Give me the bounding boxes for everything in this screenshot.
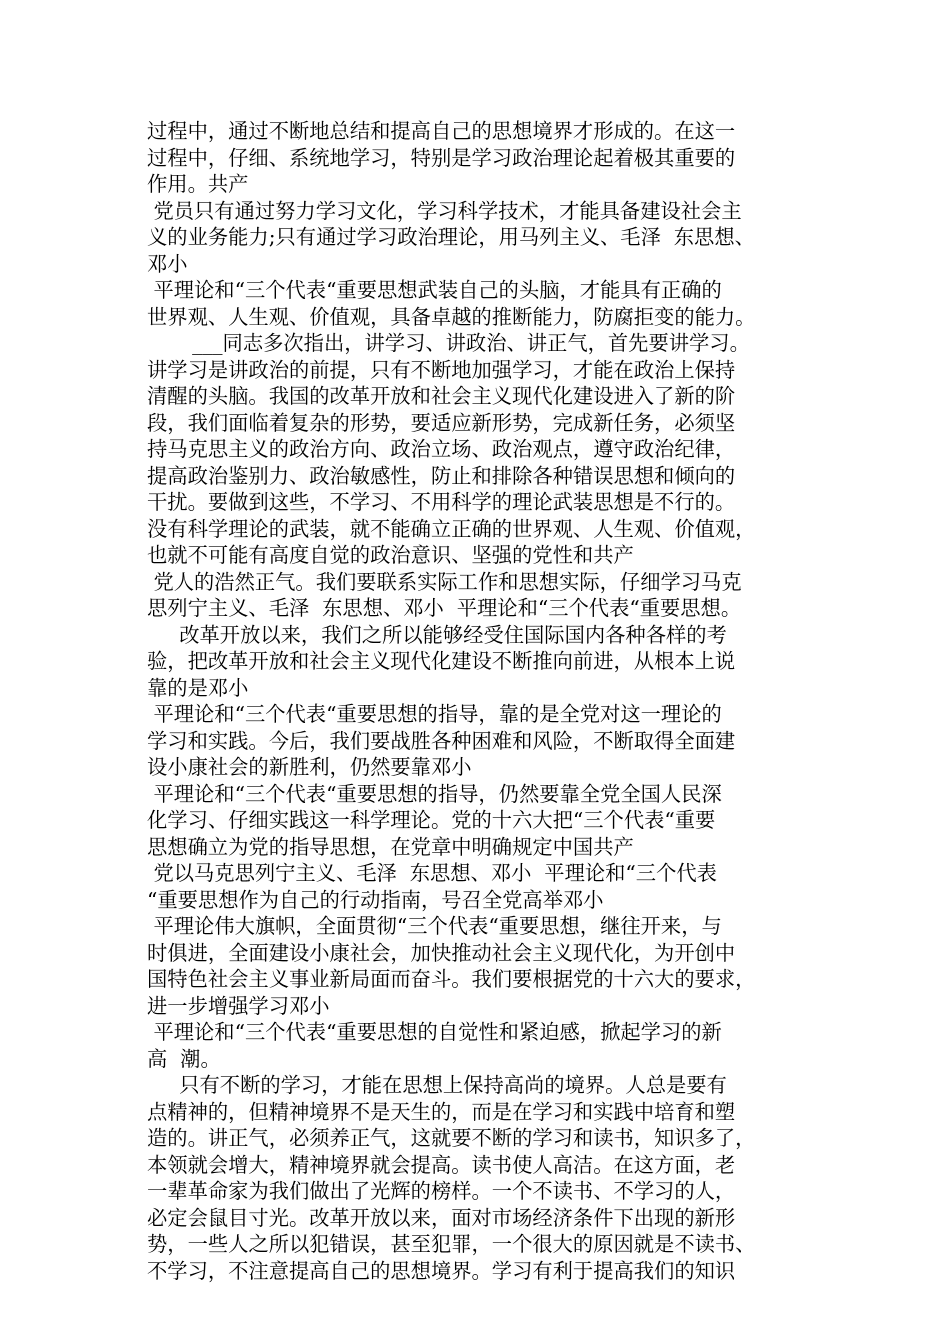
text-line: 本领就会增大，精神境界就会提高。读书使人高洁。在这方面，老 (147, 1152, 736, 1177)
text-line: 干扰。要做到这些，不学习、不用科学的理论武装思想是不行的。 (147, 490, 736, 514)
text-line: 没有科学理论的武装，就不能确立正确的世界观、人生观、价值观， (147, 516, 756, 541)
text-line: “重要思想作为自己的行动指南，号召全党高举邓小 (147, 887, 604, 912)
text-line: 不学习，不注意提高自己的思想境界。学习有利于提高我们的知识 (147, 1258, 736, 1283)
text-line: 世界观、人生观、价值观，具备卓越的推断能力，防腐拒变的能力。 (147, 304, 756, 329)
text-line: 平理论和“三个代表“重要思想的自觉性和紧迫感，掀起学习的新 (147, 1020, 722, 1044)
text-line: 清醒的头脑。我国的改革开放和社会主义现代化建设进入了新的阶 (147, 384, 736, 408)
text-line: 验，把改革开放和社会主义现代化建设不断推向前进，从根本上说 (147, 649, 736, 673)
text-line: 高 潮。 (147, 1046, 221, 1071)
text-line: 设小康社会的新胜利，仍然要靠邓小 (147, 755, 472, 779)
text-line: 进一步增强学习邓小 (147, 993, 330, 1018)
text-line: 义的业务能力;只有通过学习政治理论，用马列主义、毛泽 东思想、 (147, 225, 755, 249)
text-line: 只有不断的学习，才能在思想上保持高尚的境界。人总是要有 (147, 1073, 727, 1097)
text-line: 过程中，仔细、系统地学习，特别是学习政治理论起着极其重要的 (147, 145, 736, 170)
text-line: 国特色社会主义事业新局面而奋斗。我们要根据党的十六大的要求， (147, 967, 756, 991)
text-line: 党员只有通过努力学习文化，学习科学技术，才能具备建设社会主 (147, 198, 742, 223)
text-line: 平理论伟大旗帜，全面贯彻“三个代表“重要思想，继往开来，与 (147, 914, 722, 938)
text-line: 时俱进，全面建设小康社会，加快推动社会主义现代化，为开创中 (147, 940, 736, 965)
text-line: 党人的浩然正气。我们要联系实际工作和思想实际，仔细学习马克 (147, 569, 742, 594)
text-line: 也就不可能有高度自觉的政治意识、坚强的党性和共产 (147, 543, 634, 567)
text-line: 改革开放以来，我们之所以能够经受住国际国内各种各样的考 (147, 622, 727, 647)
text-line: 势，一些人之所以犯错误，甚至犯罪，一个很大的原因就是不读书、 (147, 1232, 756, 1256)
text-line: 持马克思主义的政治方向、政治立场、政治观点，遵守政治纪律， (147, 437, 736, 461)
text-line: 化学习、仔细实践这一科学理论。党的十六大把“三个代表“重要 (147, 808, 716, 832)
text-line: 学习和实践。今后，我们要战胜各种困难和风险，不断取得全面建 (147, 728, 736, 753)
text-line: 过程中，通过不断地总结和提高自己的思想境界才形成的。在这一 (147, 119, 736, 143)
text-line: 一辈革命家为我们做出了光辉的榜样。一个不读书、不学习的人， (147, 1179, 736, 1203)
text-line: ___同志多次指出，讲学习、讲政治、讲正气，首先要讲学习。 (147, 331, 750, 355)
text-line: 必定会鼠目寸光。改革开放以来，面对市场经济条件下出现的新形 (147, 1205, 736, 1230)
body-text (147, 118, 827, 1284)
text-line: 作用。共产 (147, 172, 249, 196)
text-line: 点精神的，但精神境界不是天生的，而是在学习和实践中培育和塑 (147, 1099, 736, 1124)
text-line: 提高政治鉴别力、政治敏感性，防止和排除各种错误思想和倾向的 (147, 463, 736, 488)
text-line: 段，我们面临着复杂的形势，要适应新形势，完成新任务，必须坚 (147, 410, 736, 435)
text-line: 党以马克思列宁主义、毛泽 东思想、邓小 平理论和“三个代表 (147, 861, 717, 885)
text-line: 靠的是邓小 (147, 675, 249, 700)
text-line: 邓小 (147, 251, 188, 276)
text-line: 讲学习是讲政治的前提，只有不断地加强学习，才能在政治上保持 (147, 357, 736, 382)
text-line: 思想确立为党的指导思想，在党章中明确规定中国共产 (147, 834, 634, 859)
text-line: 造的。讲正气，必须养正气，这就要不断的学习和读书，知识多了， (147, 1126, 756, 1150)
text-line: 平理论和“三个代表“重要思想的指导，靠的是全党对这一理论的 (147, 702, 722, 726)
text-line: 平理论和“三个代表“重要思想武装自己的头脑，才能具有正确的 (147, 278, 722, 302)
text-line: 平理论和“三个代表“重要思想的指导，仍然要靠全党全国人民深 (147, 781, 722, 806)
text-line: 思列宁主义、毛泽 东思想、邓小 平理论和“三个代表“重要思想。 (147, 596, 742, 620)
